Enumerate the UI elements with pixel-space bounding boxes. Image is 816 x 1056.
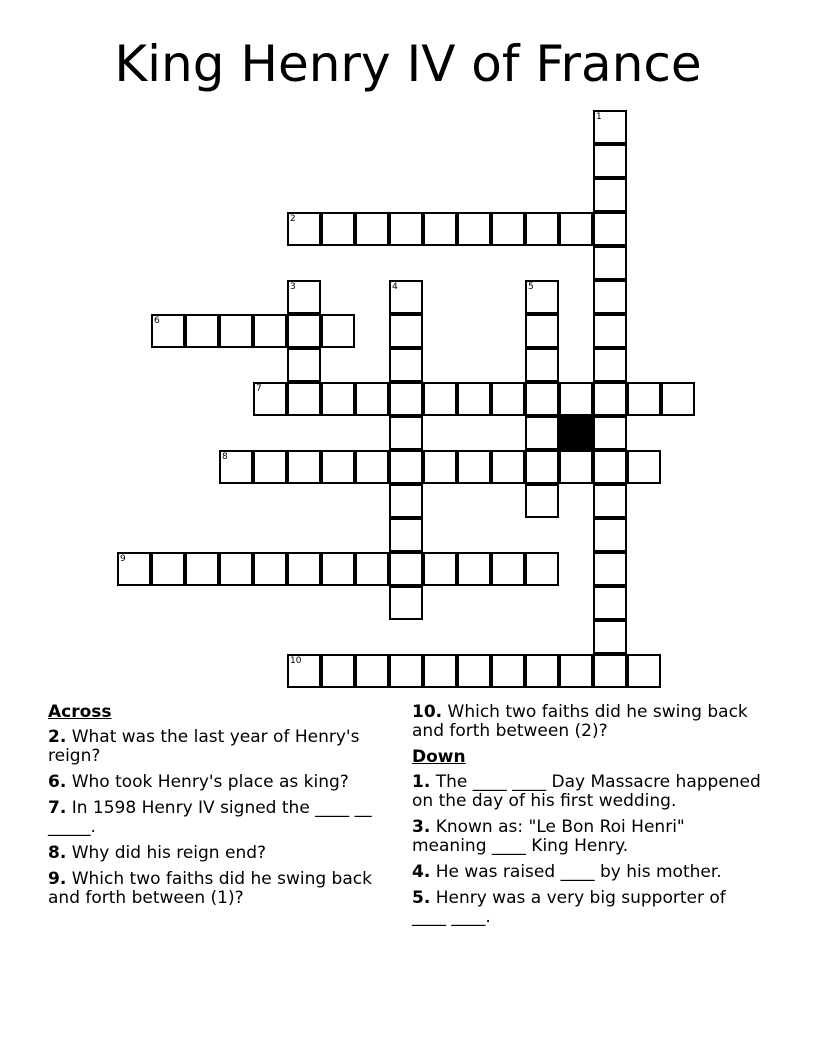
across-clue-7: 7. In 1598 Henry IV signed the ____ __ _____. bbox=[48, 798, 372, 837]
grid-cell[interactable] bbox=[423, 552, 457, 586]
grid-cell[interactable] bbox=[593, 348, 627, 382]
grid-cell[interactable] bbox=[389, 484, 423, 518]
grid-cell[interactable] bbox=[491, 382, 525, 416]
grid-cell[interactable] bbox=[559, 450, 593, 484]
grid-cell[interactable] bbox=[287, 654, 321, 688]
across-clue-2: 2. What was the last year of Henry's reign? bbox=[48, 727, 360, 766]
grid-cell[interactable] bbox=[423, 450, 457, 484]
grid-cell[interactable] bbox=[593, 416, 627, 450]
grid-cell[interactable] bbox=[253, 382, 287, 416]
grid-cell[interactable] bbox=[389, 348, 423, 382]
clue-number: 6 bbox=[154, 316, 160, 326]
grid-cell[interactable] bbox=[321, 314, 355, 348]
grid-cell[interactable] bbox=[253, 314, 287, 348]
grid-cell[interactable] bbox=[559, 382, 593, 416]
grid-cell[interactable] bbox=[219, 314, 253, 348]
grid-cell[interactable] bbox=[593, 552, 627, 586]
grid-cell[interactable] bbox=[525, 654, 559, 688]
grid-cell[interactable] bbox=[661, 382, 695, 416]
clue-number: 4 bbox=[392, 282, 398, 292]
clue-number: 5 bbox=[528, 282, 534, 292]
across-clue-6: 6. Who took Henry's place as king? bbox=[48, 772, 349, 792]
grid-cell[interactable] bbox=[593, 212, 627, 246]
clues-right-column bbox=[412, 703, 762, 934]
grid-cell[interactable] bbox=[491, 450, 525, 484]
grid-cell[interactable] bbox=[525, 484, 559, 518]
grid-cell[interactable] bbox=[593, 314, 627, 348]
grid-cell[interactable] bbox=[287, 552, 321, 586]
grid-cell[interactable] bbox=[287, 280, 321, 314]
grid-cell[interactable] bbox=[389, 382, 423, 416]
grid-cell[interactable] bbox=[593, 518, 627, 552]
grid-cell[interactable] bbox=[151, 552, 185, 586]
grid-cell[interactable] bbox=[593, 450, 627, 484]
grid-cell[interactable] bbox=[423, 212, 457, 246]
puzzle-title: King Henry IV of France bbox=[114, 35, 702, 93]
grid-cell[interactable] bbox=[525, 212, 559, 246]
grid-cell[interactable] bbox=[287, 382, 321, 416]
across-clue-9: 9. Which two faiths did he swing back and forth between (1)? bbox=[48, 869, 372, 908]
grid-cell[interactable] bbox=[491, 552, 525, 586]
down-heading: Down bbox=[412, 747, 466, 767]
grid-cell[interactable] bbox=[389, 314, 423, 348]
clue-number: 10 bbox=[290, 656, 302, 666]
grid-cell[interactable] bbox=[525, 552, 559, 586]
grid-cell[interactable] bbox=[627, 382, 661, 416]
grid-cell[interactable] bbox=[491, 654, 525, 688]
across-clue-10: 10. Which two faiths did he swing back and forth between (2)? bbox=[412, 702, 748, 741]
grid-cell[interactable] bbox=[525, 314, 559, 348]
grid-cell[interactable] bbox=[321, 552, 355, 586]
grid-cell[interactable] bbox=[525, 382, 559, 416]
grid-cell[interactable] bbox=[321, 654, 355, 688]
grid-cell[interactable] bbox=[355, 212, 389, 246]
grid-cell[interactable] bbox=[389, 280, 423, 314]
grid-cell[interactable] bbox=[151, 314, 185, 348]
clue-number: 1 bbox=[596, 112, 602, 122]
clue-number: 2 bbox=[290, 214, 296, 224]
grid-cell[interactable] bbox=[389, 552, 423, 586]
grid-cell[interactable] bbox=[287, 212, 321, 246]
grid-cell[interactable] bbox=[593, 178, 627, 212]
grid-cell[interactable] bbox=[593, 382, 627, 416]
grid-cell[interactable] bbox=[253, 552, 287, 586]
grid-cell[interactable] bbox=[457, 212, 491, 246]
grid-cell[interactable] bbox=[457, 382, 491, 416]
grid-cell[interactable] bbox=[423, 382, 457, 416]
grid-cell[interactable] bbox=[253, 450, 287, 484]
clue-number: 9 bbox=[120, 554, 126, 564]
grid-cell[interactable] bbox=[321, 450, 355, 484]
grid-cell[interactable] bbox=[491, 212, 525, 246]
grid-cell[interactable] bbox=[593, 246, 627, 280]
grid-cell[interactable] bbox=[219, 450, 253, 484]
grid-cell[interactable] bbox=[321, 212, 355, 246]
across-clue-8: 8. Why did his reign end? bbox=[48, 843, 267, 863]
grid-cell[interactable] bbox=[287, 314, 321, 348]
grid-cell[interactable] bbox=[185, 552, 219, 586]
grid-cell[interactable] bbox=[185, 314, 219, 348]
grid-cell[interactable] bbox=[593, 620, 627, 654]
grid-cell[interactable] bbox=[389, 518, 423, 552]
grid-cell[interactable] bbox=[117, 552, 151, 586]
grid-cell[interactable] bbox=[525, 280, 559, 314]
grid-cell[interactable] bbox=[355, 382, 389, 416]
grid-cell[interactable] bbox=[593, 144, 627, 178]
grid-cell[interactable] bbox=[593, 484, 627, 518]
grid-cell[interactable] bbox=[355, 552, 389, 586]
grid-cell[interactable] bbox=[389, 586, 423, 620]
grid-cell[interactable] bbox=[219, 552, 253, 586]
grid-cell[interactable] bbox=[389, 212, 423, 246]
grid-cell[interactable] bbox=[457, 654, 491, 688]
grid-cell[interactable] bbox=[287, 450, 321, 484]
down-clue-4: 4. He was raised ____ by his mother. bbox=[412, 862, 722, 882]
clue-number: 7 bbox=[256, 384, 262, 394]
clue-number: 8 bbox=[222, 452, 228, 462]
down-clue-3: 3. Known as: "Le Bon Roi Henri" meaning ____ King Henry. bbox=[412, 817, 685, 856]
across-heading: Across bbox=[48, 702, 112, 722]
grid-cell[interactable] bbox=[593, 110, 627, 144]
grid-cell[interactable] bbox=[559, 654, 593, 688]
grid-cell[interactable] bbox=[525, 450, 559, 484]
grid-cell[interactable] bbox=[593, 654, 627, 688]
grid-cell[interactable] bbox=[457, 552, 491, 586]
grid-cell[interactable] bbox=[593, 586, 627, 620]
grid-cell[interactable] bbox=[457, 450, 491, 484]
grid-cell[interactable] bbox=[389, 416, 423, 450]
grid-cell[interactable] bbox=[627, 450, 661, 484]
grid-cell[interactable] bbox=[389, 654, 423, 688]
black-cell bbox=[559, 416, 593, 450]
grid-cell[interactable] bbox=[321, 382, 355, 416]
grid-cell[interactable] bbox=[525, 348, 559, 382]
down-clue-1: 1. The ____ ____ Day Massacre happened on the day of his first wedding. bbox=[412, 772, 761, 811]
grid-cell[interactable] bbox=[627, 654, 661, 688]
clues-left-column bbox=[48, 703, 388, 915]
grid-cell[interactable] bbox=[423, 654, 457, 688]
grid-cell[interactable] bbox=[389, 450, 423, 484]
grid-cell[interactable] bbox=[287, 348, 321, 382]
down-clue-5: 5. Henry was a very big supporter of ____ ____. bbox=[412, 888, 726, 927]
clue-number: 3 bbox=[290, 282, 296, 292]
grid-cell[interactable] bbox=[355, 654, 389, 688]
grid-cell[interactable] bbox=[525, 416, 559, 450]
grid-cell[interactable] bbox=[355, 450, 389, 484]
grid-cell[interactable] bbox=[593, 280, 627, 314]
grid-cell[interactable] bbox=[559, 212, 593, 246]
